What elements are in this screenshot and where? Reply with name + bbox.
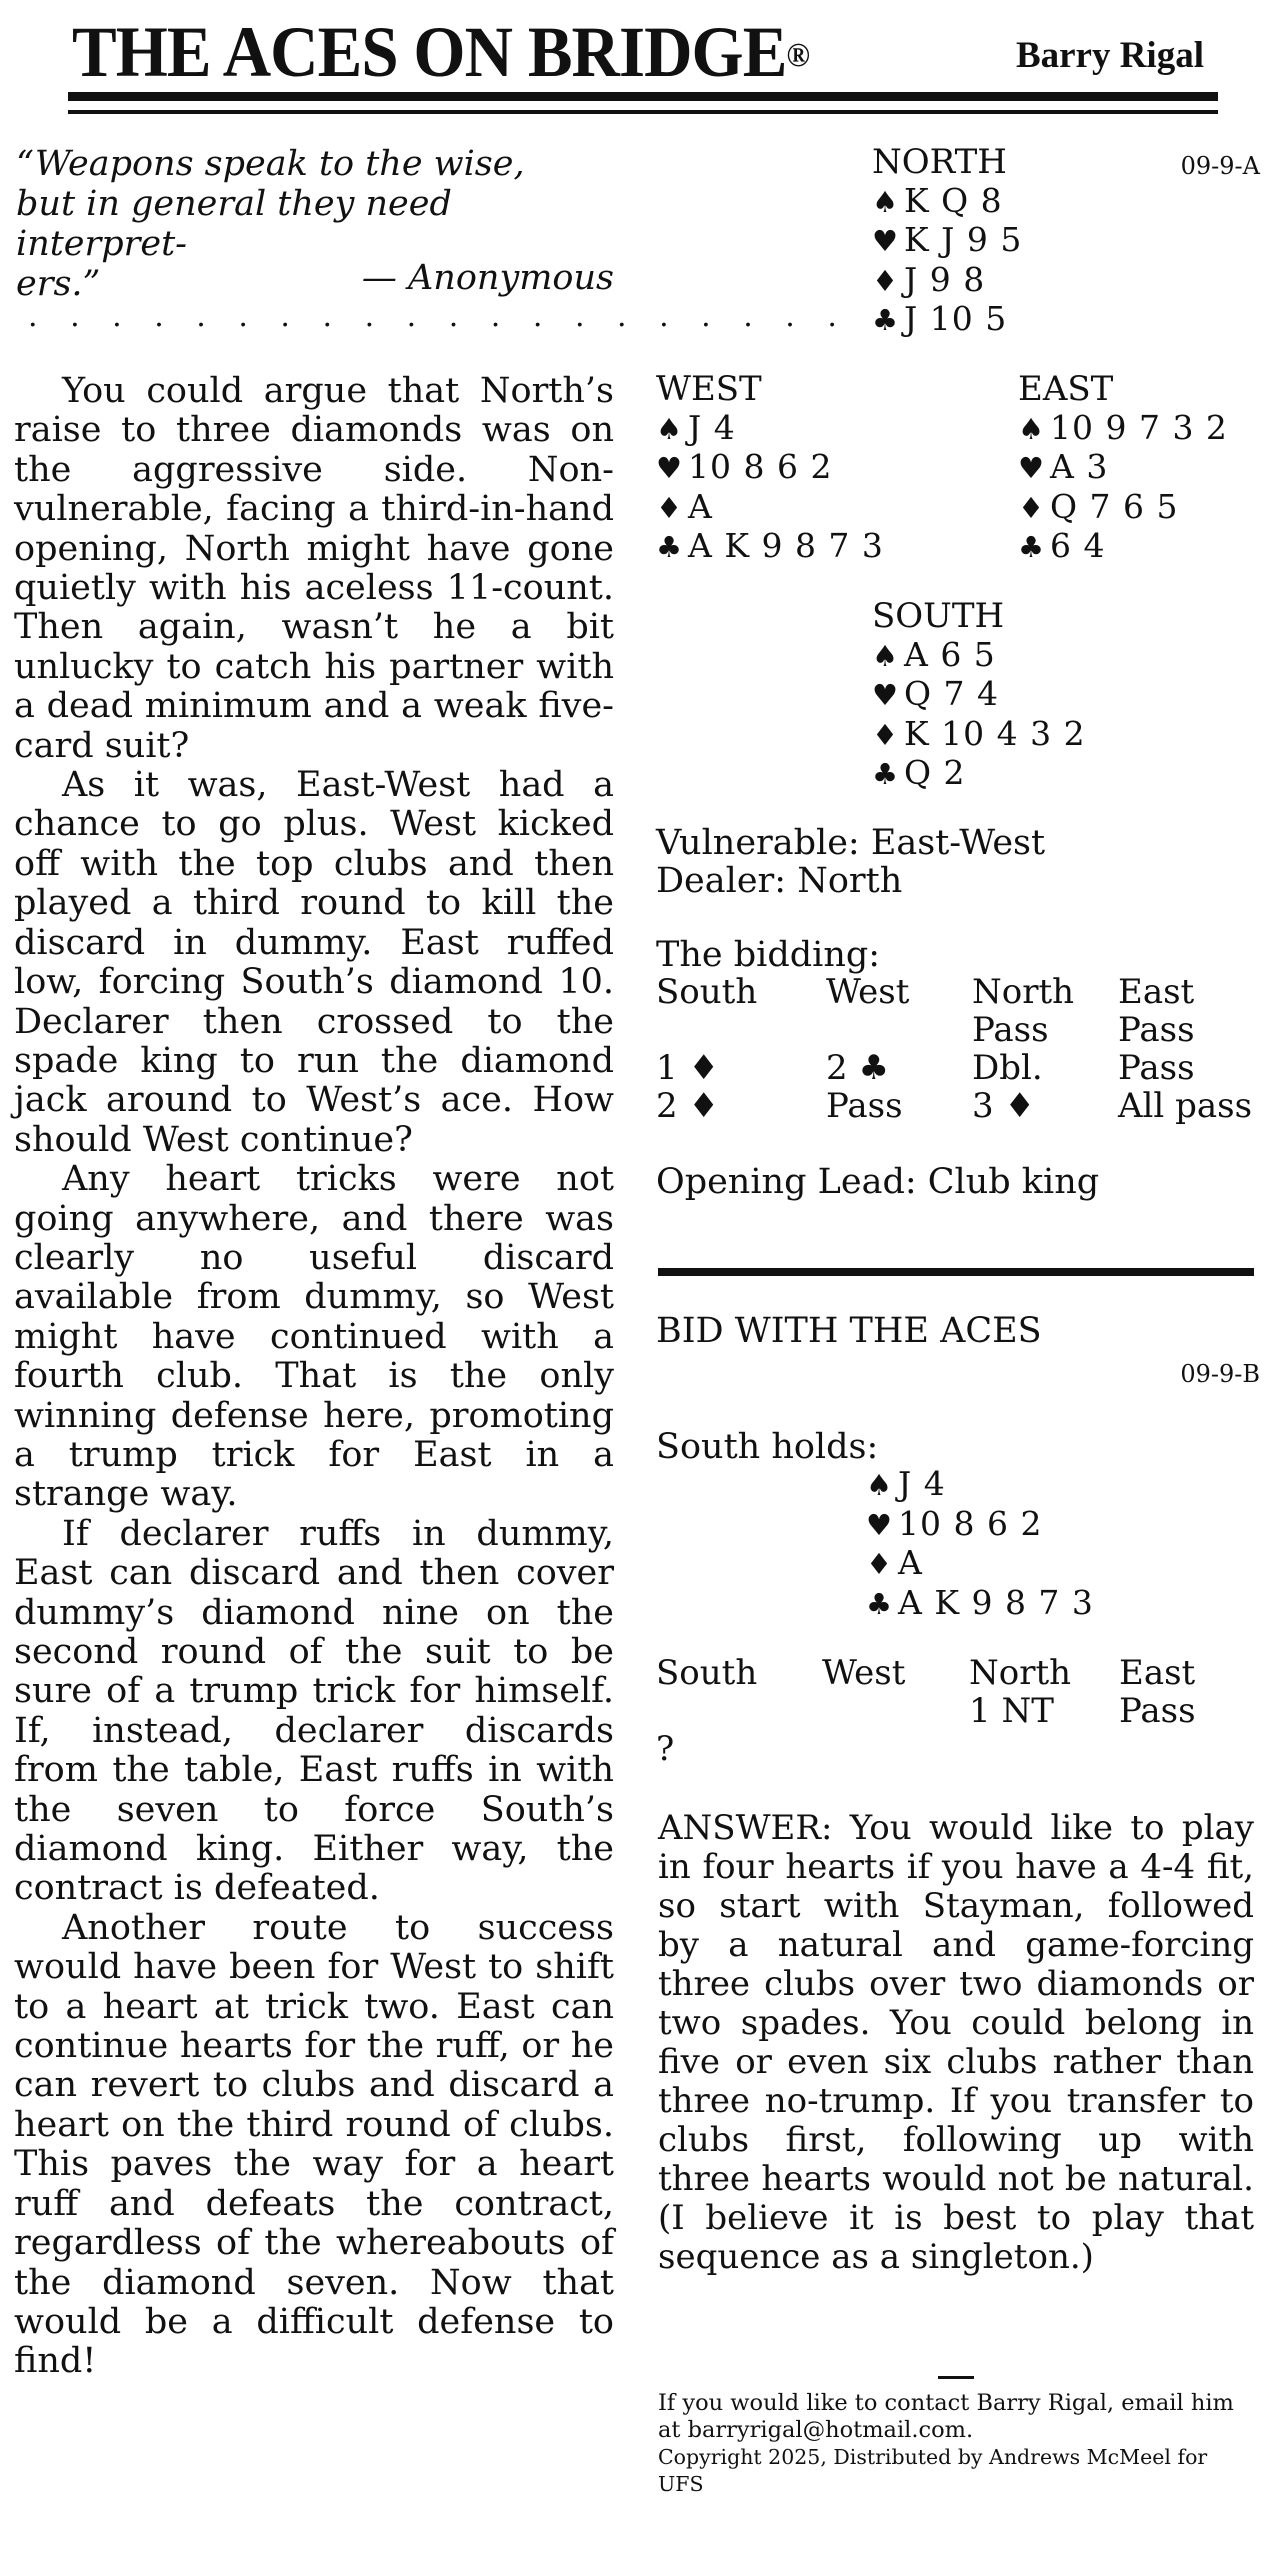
hearts-cards: K J 9 5 bbox=[904, 220, 1023, 259]
masthead-rule-thin bbox=[68, 110, 1218, 114]
bidding-label: The bidding: bbox=[656, 935, 881, 975]
hand-label: SOUTH bbox=[872, 596, 1005, 636]
spades-cards: A 6 5 bbox=[904, 634, 996, 674]
diamonds-cards: J 9 8 bbox=[904, 259, 986, 299]
clubs-cards: J 10 5 bbox=[904, 299, 1008, 338]
club-icon: ♣ bbox=[866, 1586, 893, 1621]
bidding-header-row bbox=[656, 1654, 1259, 1692]
section-rule bbox=[658, 1268, 1254, 1276]
problem-hand bbox=[866, 1465, 1094, 1623]
footer-rule bbox=[938, 2376, 974, 2379]
bidding-header-row bbox=[656, 973, 1258, 1011]
bid-header: West bbox=[826, 972, 910, 1012]
bid-header: North bbox=[972, 972, 1075, 1012]
contact-line: If you would like to contact Barry Rigal, email him at barryrigal@hotmail.com. bbox=[658, 2390, 1234, 2443]
west-hand bbox=[656, 370, 884, 567]
spades-cards: J 4 bbox=[688, 407, 736, 447]
clubs-cards: 6 4 bbox=[1050, 526, 1106, 565]
club-icon: ♣ bbox=[872, 757, 899, 791]
bid-header: East bbox=[1119, 1653, 1196, 1693]
club-icon: ♣ bbox=[872, 303, 899, 337]
bidding-row bbox=[656, 1049, 1258, 1087]
quote-line: ers.” bbox=[16, 264, 101, 304]
dealer: Dealer: North bbox=[656, 861, 903, 901]
clubs-cards: A K 9 8 7 3 bbox=[898, 1582, 1094, 1622]
deal-id: 09-9-A bbox=[1180, 152, 1260, 180]
bidding-table bbox=[656, 973, 1258, 1125]
opening-lead: Opening Lead: Club king bbox=[656, 1162, 1100, 1202]
south-hand bbox=[872, 597, 1086, 794]
bid-header: East bbox=[1118, 972, 1195, 1012]
bid-header: South bbox=[656, 972, 758, 1012]
bid-cell: 1 NT bbox=[969, 1691, 1054, 1731]
registered-mark: ® bbox=[786, 37, 810, 74]
bid-header: North bbox=[969, 1653, 1072, 1693]
bid-cell: ? bbox=[656, 1729, 675, 1769]
club-icon: ♣ bbox=[656, 530, 683, 564]
bid-cell bbox=[1119, 1730, 1259, 1768]
article-paragraph: You could argue that North’s raise to three diamonds was on the aggressive side. Non-vulnerable, facing a third-in-hand opening, North might have gone quietly with his aceless 11-count. Then again, wasn’t he a bit unlucky to catch his partner with a dead minimum and a weak five-card suit? bbox=[14, 371, 614, 766]
bid-cell: 2 ♣ bbox=[826, 1048, 889, 1088]
hearts-cards: A 3 bbox=[1050, 447, 1109, 486]
heart-icon: ♥ bbox=[656, 451, 683, 485]
bid-header: South bbox=[656, 1653, 758, 1693]
bidding-row bbox=[656, 1087, 1258, 1125]
heart-icon: ♥ bbox=[872, 224, 899, 258]
diamonds-cards: Q 7 6 5 bbox=[1050, 486, 1179, 526]
bid-cell: All pass bbox=[1118, 1086, 1253, 1126]
article-paragraph: Any heart tricks were not going anywhere, and there was clearly no useful discard available from dummy, so West might have continued with a fourth club. That is the only winning defense here, promoting a trump trick for East in a strange way. bbox=[14, 1159, 614, 1515]
article-paragraph: If declarer ruffs in dummy, East can discard and then cover dummy’s diamond nine on the second round of the suit to be sure of a trump trick for himself. If, instead, declarer discards from the table, East ruffs in with the seven to force South’s diamond king. Either way, the contract is defeated. bbox=[14, 1513, 614, 1909]
hearts-cards: 10 8 6 2 bbox=[688, 447, 833, 486]
spades-cards: 10 9 7 3 2 bbox=[1050, 407, 1228, 447]
hand-label: EAST bbox=[1018, 369, 1114, 409]
article-paragraph: Another route to success would have been for West to shift to a heart at trick two. East can continue hearts for the ruff, or he can revert to clubs and discard a heart on the third round of clubs. This paves the way for a heart ruff and defeats the contract, regardless of the whereabouts of the diamond seven. Now that would be a difficult defense to find! bbox=[14, 1907, 614, 2382]
clubs-cards: A K 9 8 7 3 bbox=[688, 526, 884, 565]
footer bbox=[658, 2390, 1258, 2498]
answer-paragraph: ANSWER: You would like to play in four hearts if you have a 4-4 fit, so start with Stayman, followed by a natural and game-forcing three clubs over two diamonds or two spades. You could belong in five or even six clubs rather than three no-trump. If you transfer to clubs first, following up with three hearts would not be natural. (I believe it is best to play that sequence as a singleton.) bbox=[658, 1808, 1254, 2277]
bid-cell: Pass bbox=[826, 1086, 903, 1126]
masthead-title: THE ACES ON BRIDGE® bbox=[72, 12, 810, 92]
diamond-icon: ♦ bbox=[872, 717, 899, 752]
hand-label: NORTH bbox=[872, 142, 1007, 182]
vulnerability: Vulnerable: East-West bbox=[656, 823, 1046, 863]
diamond-icon: ♦ bbox=[872, 263, 899, 298]
bid-cell bbox=[969, 1730, 1119, 1768]
spade-icon: ♠ bbox=[656, 411, 683, 446]
answer-text bbox=[658, 1809, 1254, 2277]
bid-cell bbox=[822, 1730, 969, 1768]
north-hand bbox=[872, 143, 1022, 340]
hearts-cards: 10 8 6 2 bbox=[898, 1503, 1043, 1543]
quote-line: “Weapons speak to the wise, bbox=[16, 144, 525, 184]
south-holds-label: South holds: bbox=[656, 1427, 879, 1467]
bid-cell bbox=[656, 1011, 826, 1049]
article-body bbox=[14, 372, 614, 2382]
bid-cell bbox=[656, 1692, 822, 1730]
spades-cards: J 4 bbox=[898, 1464, 946, 1503]
bid-cell bbox=[822, 1692, 969, 1730]
article-paragraph: As it was, East-West had a chance to go plus. West kicked off with the top clubs and then played a third round to kill the discard in dummy. East ruffed low, forcing South’s diamond 10. Declarer then crossed to the spade king to run the diamond jack around to West’s ace. How should West continue? bbox=[14, 765, 614, 1160]
bid-cell: 3 ♦ bbox=[972, 1086, 1035, 1126]
east-hand bbox=[1018, 370, 1228, 567]
heart-icon: ♥ bbox=[866, 1507, 893, 1542]
bid-id: 09-9-B bbox=[1180, 1360, 1260, 1388]
hearts-cards: Q 7 4 bbox=[904, 674, 1000, 713]
bid-cell: Dbl. bbox=[972, 1048, 1043, 1088]
bid-cell: Pass bbox=[1118, 1010, 1195, 1050]
spades-cards: K Q 8 bbox=[904, 180, 1003, 220]
heart-icon: ♥ bbox=[1018, 451, 1045, 485]
heart-icon: ♥ bbox=[872, 678, 899, 712]
bid-header: West bbox=[822, 1653, 906, 1693]
masthead-rule-thick bbox=[68, 92, 1218, 101]
quote-line: but in general they need interpret- bbox=[16, 184, 452, 264]
diamonds-cards: K 10 4 3 2 bbox=[904, 713, 1086, 753]
bid-cell: Pass bbox=[972, 1010, 1049, 1050]
dotted-separator: . . . . . . . . . . . . . . . . . . . . bbox=[28, 299, 849, 334]
bid-cell bbox=[826, 1011, 972, 1049]
bid-problem-table bbox=[656, 1654, 1259, 1768]
bid-cell: 2 ♦ bbox=[656, 1086, 719, 1126]
bidding-row bbox=[656, 1730, 1259, 1768]
quote-author: — Anonymous bbox=[361, 258, 614, 298]
byline: Barry Rigal bbox=[1015, 35, 1204, 76]
bidding-row bbox=[656, 1692, 1259, 1730]
bid-cell: 1 ♦ bbox=[656, 1048, 719, 1088]
bid-cell: Pass bbox=[1118, 1048, 1195, 1088]
diamond-icon: ♦ bbox=[656, 490, 683, 525]
bidding-row bbox=[656, 1011, 1258, 1049]
diamond-icon: ♦ bbox=[1018, 490, 1045, 525]
bid-cell: Pass bbox=[1119, 1691, 1196, 1731]
clubs-cards: Q 2 bbox=[904, 753, 966, 792]
spade-icon: ♠ bbox=[866, 1468, 893, 1502]
spade-icon: ♠ bbox=[872, 638, 899, 673]
diamonds-cards: A bbox=[898, 1543, 923, 1582]
diamonds-cards: A bbox=[688, 486, 713, 526]
spade-icon: ♠ bbox=[1018, 411, 1045, 446]
hand-label: WEST bbox=[656, 369, 762, 409]
bid-section-title: BID WITH THE ACES bbox=[656, 1311, 1042, 1351]
spade-icon: ♠ bbox=[872, 184, 899, 219]
club-icon: ♣ bbox=[1018, 530, 1045, 564]
copyright-line: Copyright 2025, Distributed by Andrews McMeel for UFS bbox=[658, 2445, 1208, 2496]
diamond-icon: ♦ bbox=[866, 1547, 893, 1581]
